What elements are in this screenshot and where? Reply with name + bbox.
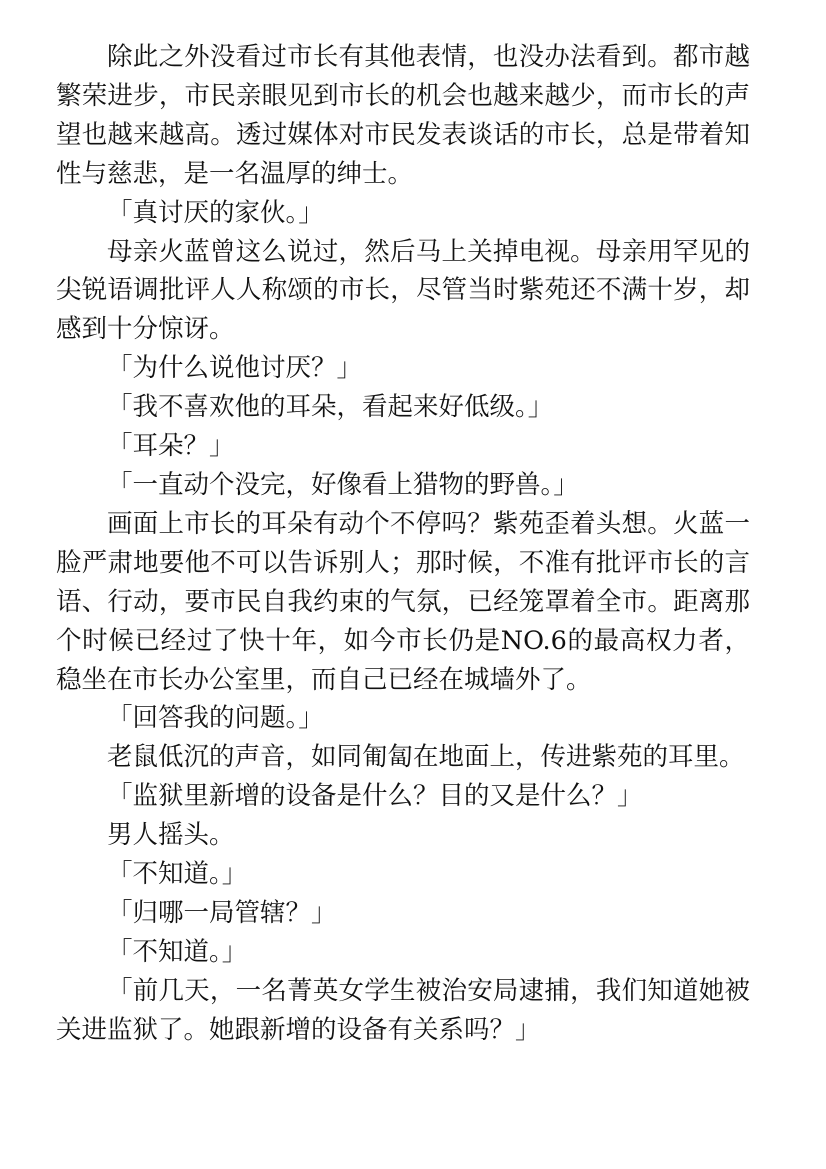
paragraph-mother-comment: 母亲火蓝曾这么说过，然后马上关掉电视。母亲用罕见的尖锐语调批评人人称颂的市长，尽管当时紫苑还不满十岁，却感到十分惊讶。 [56,236,750,345]
dialogue-line: 「回答我的问题。」 [107,703,324,734]
dialogue-line: 「归哪一局管辖？」 [107,897,337,928]
dialogue-line: 「监狱里新增的设备是什么？目的又是什么？」 [107,781,643,812]
dialogue-line: 「我不喜欢他的耳朵，看起来好低级。」 [107,392,554,423]
dialogue-line: 「耳朵？」 [107,431,235,462]
dialogue-line: 「为什么说他讨厌？」 [107,353,363,384]
dialogue-line: 「真讨厌的家伙。」 [107,197,324,228]
dialogue-line: 「前几天，一名菁英女学生被治安局逮捕，我们知道她被关进监狱了。她跟新增的设备有关系吗？」 [56,975,750,1045]
paragraph-man-shakes-head: 男人摇头。 [107,820,235,851]
dialogue-line: 「一直动个没完，好像看上猎物的野兽。」 [107,469,579,500]
paragraph-recollection: 画面上市长的耳朵有动个不停吗？紫苑歪着头想。火蓝一脸严肃地要他不可以告诉别人；那时候，不准有批评市长的言语、行动，要市民自我约束的气氛，已经笼罩着全市。距离那个时候已经过了快十年，如今市长仍是NO.6的最高权力者，稳坐在市长办公室里，而自己已经在城墙外了。 [56,508,750,695]
dialogue-line: 「不知道。」 [107,936,248,967]
page-body [56,38,750,1050]
paragraph-rat-voice: 老鼠低沉的声音，如同匍匐在地面上，传进紫苑的耳里。 [107,742,745,773]
paragraph-mayor-reputation: 除此之外没看过市长有其他表情，也没办法看到。都市越繁荣进步，市民亲眼见到市长的机会也越来越少，而市长的声望也越来越高。透过媒体对市民发表谈话的市长，总是带着知性与慈悲，是一名温厚的绅士。 [56,42,750,189]
dialogue-line: 「不知道。」 [107,859,248,890]
